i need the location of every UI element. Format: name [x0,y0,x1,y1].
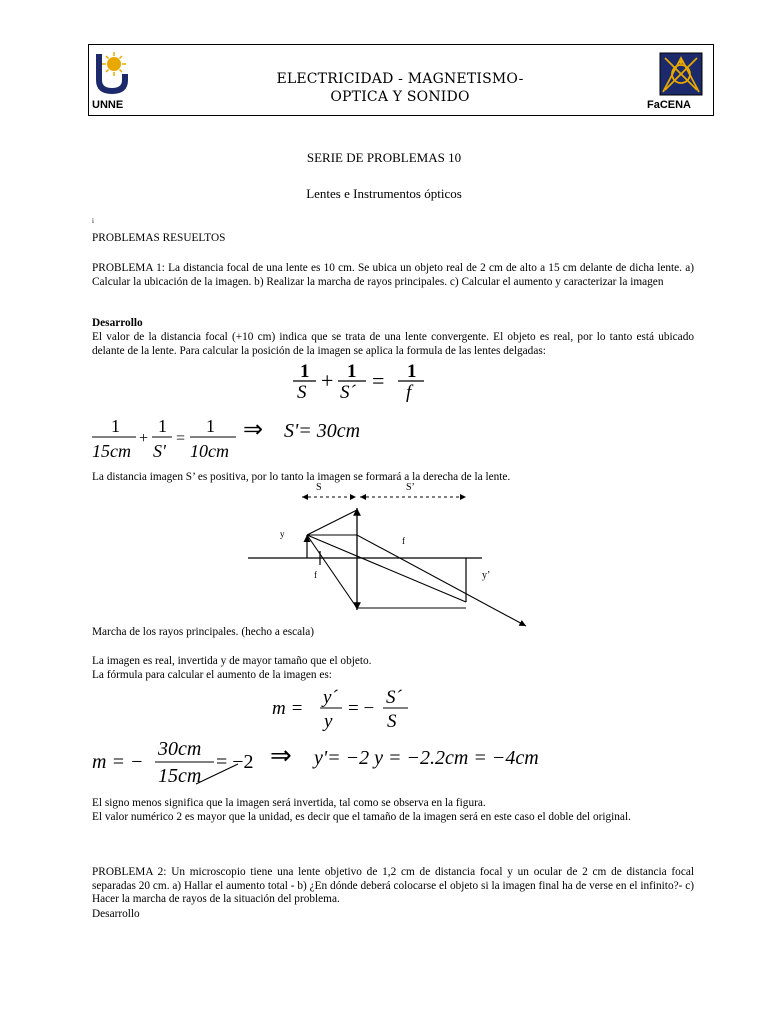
problem1-text: PROBLEMA 1: La distancia focal de una lente es 10 cm. Se ubica un objeto real de 2 cm de alto a 15 cm delante de dicha lente. a) Calcular la ubicación de la imagen. b) Realizar la marcha de rayos principales. c) Calcular el aumento y caracterizar la imagen [92,262,694,288]
label-y: y [280,529,285,539]
magnification-intro: La fórmula para calcular el aumento de la imagen es: [92,669,332,681]
desarrollo-text: El valor de la distancia focal (+10 cm) indica que se trata de una lente convergente. El objeto es real, por lo tanto está ubicado delante de la lente. Para calcular la posición de la imagen se aplica la formula de las lentes delgadas: [92,331,694,357]
value-note: El valor numérico 2 es mayor que la unidad, es decir que el tamaño de la imagen será en este caso el doble del original. [92,811,631,823]
thin-lens-equation [290,360,440,402]
eq2-den3: 10cm [190,441,229,461]
eq4-result: y'= −2 y = −2.2cm = −4cm [314,747,539,769]
desarrollo2-heading: Desarrollo [92,908,140,920]
label-sp: S’ [406,482,415,493]
eq1-plus: + [321,368,334,393]
subtitle: Lentes e Instrumentos ópticos [306,186,462,201]
label-yp: y’ [482,570,491,581]
facena-label: FaCENA [647,99,692,111]
eq4-eq2: = −2 [216,751,254,773]
eq1-num1: 1 [300,361,310,382]
facena-logo [659,52,703,96]
sign-note: El signo menos significa que la imagen será invertida, tal como se observa en la figura. [92,797,486,809]
ray-center [307,535,466,602]
eq2-equals: = [176,430,186,447]
eq1-den2: S´ [340,382,356,402]
eq2-num2: 1 [158,416,167,436]
eq2-num1: 1 [111,416,120,436]
problem2-text: PROBLEMA 2: Un microscopio tiene una lente objetivo de 1,2 cm de distancia focal y un ocular de 2 cm de distancia focal separadas 20 cm. a) Hallar el aumento total - b) ¿En dónde deberá colocarse el objeto si la imagen final ha de verse en el infinito?- c) Hacer la marcha de rayos de la situación del problema. [92,866,694,906]
label-f-bottom: f [314,570,317,580]
eq1-num2: 1 [347,361,357,382]
eq3-m: m = [272,698,304,719]
eq1-equals: = [372,368,385,393]
image-distance-equation [88,412,418,462]
label-f-top: f [402,536,405,546]
desarrollo-heading: Desarrollo [92,317,143,329]
eq2-den2: S' [153,441,166,461]
eq1-den3: f [406,382,412,402]
eq2-den1: 15cm [92,441,131,461]
header-title-line2: OPTICA Y SONIDO [330,89,470,105]
eq4-lhs: m = − [92,751,144,773]
unne-label: UNNE [92,99,124,111]
image-distance-note: La distancia imagen S’ es positiva, por lo tanto la imagen se formará a la derecha de la lente. [92,471,511,483]
magnification-formula [268,683,418,733]
eq4-implies: ⇒ [270,741,292,770]
eq2-plus: + [139,430,149,447]
label-s: S [316,482,322,493]
diagram-caption: Marcha de los rayos principales. (hecho a escala) [92,626,315,638]
tiny-mark: i [92,217,94,225]
eq3-sp: S´ [386,687,402,708]
eq3-eq: = − [348,698,375,719]
eq2-result: S'= 30cm [284,420,361,442]
eq2-implies: ⇒ [243,417,264,443]
eq1-den1: S [297,382,307,402]
ray-focal [307,535,466,608]
eq1-num3: 1 [407,361,417,382]
unne-logo [92,50,132,100]
image-characterization: La imagen es real, invertida y de mayor tamaño que el objeto. [92,655,372,667]
eq4-num: 30cm [158,738,202,760]
eq3-y: y [324,711,333,732]
magnification-result-equation [88,734,608,790]
section-heading: PROBLEMAS RESUELTOS [92,232,226,244]
header-title-line1: ELECTRICIDAD - MAGNETISMO- [276,71,524,87]
eq4-den: 15cm [158,765,202,787]
eq3-yp: y´ [323,687,338,708]
sun-icon [102,52,126,76]
series-title: SERIE DE PROBLEMAS 10 [306,150,462,165]
ray-diagram [240,478,530,628]
eq2-num3: 1 [206,416,215,436]
eq3-s: S [387,711,397,732]
